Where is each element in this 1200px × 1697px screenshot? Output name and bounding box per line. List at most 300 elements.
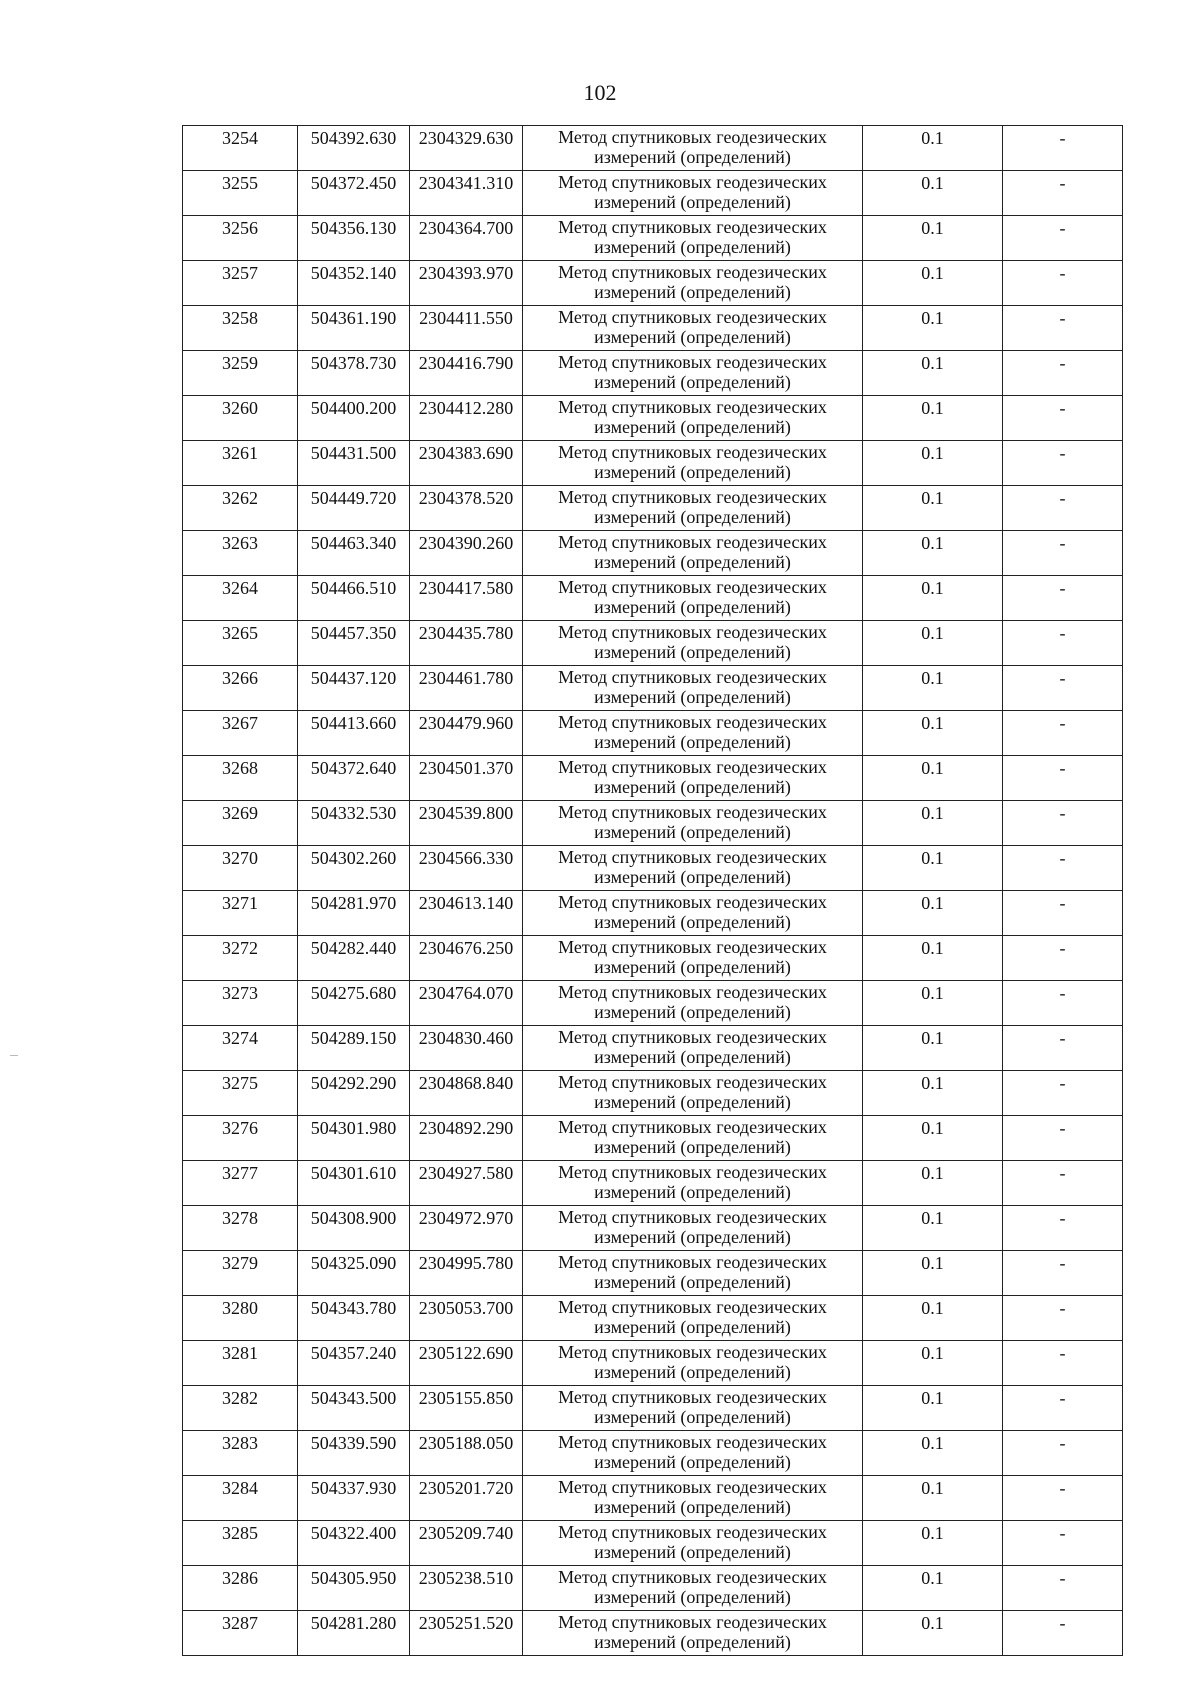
y-coordinate-cell: 2304378.520 bbox=[410, 486, 523, 531]
y-coordinate-cell: 2304501.370 bbox=[410, 756, 523, 801]
table-row bbox=[183, 1566, 1123, 1611]
method-line-1: Метод спутниковых геодезических bbox=[558, 1162, 827, 1182]
table-row bbox=[183, 1611, 1123, 1656]
x-coordinate-cell: 504449.720 bbox=[298, 486, 410, 531]
method-line-2: измерений (определений) bbox=[594, 147, 791, 167]
method-line-1: Метод спутниковых геодезических bbox=[558, 127, 827, 147]
table-row bbox=[183, 756, 1123, 801]
x-coordinate-cell: 504275.680 bbox=[298, 981, 410, 1026]
description-cell: - bbox=[1003, 666, 1123, 711]
y-coordinate-cell: 2304329.630 bbox=[410, 126, 523, 171]
y-coordinate-cell: 2304676.250 bbox=[410, 936, 523, 981]
method-line-2: измерений (определений) bbox=[594, 1092, 791, 1112]
accuracy-cell: 0.1 bbox=[863, 576, 1003, 621]
table-row bbox=[183, 846, 1123, 891]
method-line-1: Метод спутниковых геодезических bbox=[558, 352, 827, 372]
method-cell bbox=[523, 306, 863, 351]
method-cell bbox=[523, 126, 863, 171]
x-coordinate-cell: 504356.130 bbox=[298, 216, 410, 261]
method-line-2: измерений (определений) bbox=[594, 237, 791, 257]
point-number-cell: 3264 bbox=[183, 576, 298, 621]
method-cell bbox=[523, 171, 863, 216]
x-coordinate-cell: 504463.340 bbox=[298, 531, 410, 576]
point-number-cell: 3265 bbox=[183, 621, 298, 666]
point-number-cell: 3274 bbox=[183, 1026, 298, 1071]
x-coordinate-cell: 504305.950 bbox=[298, 1566, 410, 1611]
method-cell bbox=[523, 666, 863, 711]
x-coordinate-cell: 504332.530 bbox=[298, 801, 410, 846]
table-row bbox=[183, 351, 1123, 396]
accuracy-cell: 0.1 bbox=[863, 1521, 1003, 1566]
method-line-1: Метод спутниковых геодезических bbox=[558, 847, 827, 867]
method-cell bbox=[523, 576, 863, 621]
accuracy-cell: 0.1 bbox=[863, 1341, 1003, 1386]
description-cell: - bbox=[1003, 936, 1123, 981]
description-cell: - bbox=[1003, 1521, 1123, 1566]
y-coordinate-cell: 2304461.780 bbox=[410, 666, 523, 711]
method-line-2: измерений (определений) bbox=[594, 1452, 791, 1472]
description-cell: - bbox=[1003, 306, 1123, 351]
y-coordinate-cell: 2304383.690 bbox=[410, 441, 523, 486]
description-cell: - bbox=[1003, 1341, 1123, 1386]
point-number-cell: 3279 bbox=[183, 1251, 298, 1296]
method-line-2: измерений (определений) bbox=[594, 912, 791, 932]
method-line-2: измерений (определений) bbox=[594, 507, 791, 527]
method-line-1: Метод спутниковых геодезических bbox=[558, 982, 827, 1002]
y-coordinate-cell: 2304613.140 bbox=[410, 891, 523, 936]
method-line-1: Метод спутниковых геодезических bbox=[558, 1522, 827, 1542]
x-coordinate-cell: 504289.150 bbox=[298, 1026, 410, 1071]
table-row bbox=[183, 1341, 1123, 1386]
method-cell bbox=[523, 1476, 863, 1521]
y-coordinate-cell: 2305188.050 bbox=[410, 1431, 523, 1476]
x-coordinate-cell: 504308.900 bbox=[298, 1206, 410, 1251]
method-line-1: Метод спутниковых геодезических bbox=[558, 712, 827, 732]
point-number-cell: 3262 bbox=[183, 486, 298, 531]
method-line-2: измерений (определений) bbox=[594, 822, 791, 842]
table-row bbox=[183, 1521, 1123, 1566]
point-number-cell: 3257 bbox=[183, 261, 298, 306]
method-line-2: измерений (определений) bbox=[594, 1182, 791, 1202]
method-line-2: измерений (определений) bbox=[594, 1227, 791, 1247]
accuracy-cell: 0.1 bbox=[863, 711, 1003, 756]
x-coordinate-cell: 504431.500 bbox=[298, 441, 410, 486]
method-cell bbox=[523, 441, 863, 486]
y-coordinate-cell: 2304393.970 bbox=[410, 261, 523, 306]
point-number-cell: 3270 bbox=[183, 846, 298, 891]
description-cell: - bbox=[1003, 1116, 1123, 1161]
method-cell bbox=[523, 621, 863, 666]
method-cell bbox=[523, 891, 863, 936]
point-number-cell: 3283 bbox=[183, 1431, 298, 1476]
accuracy-cell: 0.1 bbox=[863, 216, 1003, 261]
method-line-1: Метод спутниковых геодезических bbox=[558, 577, 827, 597]
y-coordinate-cell: 2304341.310 bbox=[410, 171, 523, 216]
method-line-1: Метод спутниковых геодезических bbox=[558, 892, 827, 912]
y-coordinate-cell: 2305122.690 bbox=[410, 1341, 523, 1386]
description-cell: - bbox=[1003, 1566, 1123, 1611]
x-coordinate-cell: 504343.780 bbox=[298, 1296, 410, 1341]
x-coordinate-cell: 504301.610 bbox=[298, 1161, 410, 1206]
point-number-cell: 3256 bbox=[183, 216, 298, 261]
y-coordinate-cell: 2304972.970 bbox=[410, 1206, 523, 1251]
y-coordinate-cell: 2304417.580 bbox=[410, 576, 523, 621]
point-number-cell: 3266 bbox=[183, 666, 298, 711]
y-coordinate-cell: 2305155.850 bbox=[410, 1386, 523, 1431]
x-coordinate-cell: 504372.450 bbox=[298, 171, 410, 216]
point-number-cell: 3284 bbox=[183, 1476, 298, 1521]
accuracy-cell: 0.1 bbox=[863, 1476, 1003, 1521]
method-line-2: измерений (определений) bbox=[594, 417, 791, 437]
method-cell bbox=[523, 711, 863, 756]
x-coordinate-cell: 504343.500 bbox=[298, 1386, 410, 1431]
method-cell bbox=[523, 486, 863, 531]
accuracy-cell: 0.1 bbox=[863, 1386, 1003, 1431]
description-cell: - bbox=[1003, 441, 1123, 486]
description-cell: - bbox=[1003, 1161, 1123, 1206]
accuracy-cell: 0.1 bbox=[863, 441, 1003, 486]
method-cell bbox=[523, 261, 863, 306]
x-coordinate-cell: 504292.290 bbox=[298, 1071, 410, 1116]
y-coordinate-cell: 2305201.720 bbox=[410, 1476, 523, 1521]
table-row bbox=[183, 1251, 1123, 1296]
method-line-1: Метод спутниковых геодезических bbox=[558, 262, 827, 282]
page-number: 102 bbox=[583, 80, 617, 105]
method-cell bbox=[523, 1386, 863, 1431]
method-cell bbox=[523, 756, 863, 801]
description-cell: - bbox=[1003, 351, 1123, 396]
description-cell: - bbox=[1003, 1206, 1123, 1251]
accuracy-cell: 0.1 bbox=[863, 126, 1003, 171]
method-line-1: Метод спутниковых геодезических bbox=[558, 532, 827, 552]
x-coordinate-cell: 504322.400 bbox=[298, 1521, 410, 1566]
method-line-2: измерений (определений) bbox=[594, 1047, 791, 1067]
x-coordinate-cell: 504372.640 bbox=[298, 756, 410, 801]
accuracy-cell: 0.1 bbox=[863, 666, 1003, 711]
method-line-1: Метод спутниковых геодезических bbox=[558, 172, 827, 192]
point-number-cell: 3286 bbox=[183, 1566, 298, 1611]
method-line-2: измерений (определений) bbox=[594, 597, 791, 617]
description-cell: - bbox=[1003, 1431, 1123, 1476]
method-cell bbox=[523, 396, 863, 441]
point-number-cell: 3278 bbox=[183, 1206, 298, 1251]
description-cell: - bbox=[1003, 891, 1123, 936]
method-line-1: Метод спутниковых геодезических bbox=[558, 1207, 827, 1227]
point-number-cell: 3273 bbox=[183, 981, 298, 1026]
point-number-cell: 3258 bbox=[183, 306, 298, 351]
method-line-2: измерений (определений) bbox=[594, 282, 791, 302]
accuracy-cell: 0.1 bbox=[863, 1251, 1003, 1296]
point-number-cell: 3277 bbox=[183, 1161, 298, 1206]
method-cell bbox=[523, 1206, 863, 1251]
table-row bbox=[183, 396, 1123, 441]
method-line-1: Метод спутниковых геодезических bbox=[558, 802, 827, 822]
table-row bbox=[183, 1206, 1123, 1251]
y-coordinate-cell: 2304566.330 bbox=[410, 846, 523, 891]
table-row bbox=[183, 801, 1123, 846]
y-coordinate-cell: 2304868.840 bbox=[410, 1071, 523, 1116]
point-number-cell: 3287 bbox=[183, 1611, 298, 1656]
table-row bbox=[183, 666, 1123, 711]
y-coordinate-cell: 2304995.780 bbox=[410, 1251, 523, 1296]
point-number-cell: 3276 bbox=[183, 1116, 298, 1161]
y-coordinate-cell: 2305053.700 bbox=[410, 1296, 523, 1341]
y-coordinate-cell: 2304479.960 bbox=[410, 711, 523, 756]
method-cell bbox=[523, 1566, 863, 1611]
method-line-1: Метод спутниковых геодезических bbox=[558, 1432, 827, 1452]
accuracy-cell: 0.1 bbox=[863, 261, 1003, 306]
accuracy-cell: 0.1 bbox=[863, 846, 1003, 891]
method-line-1: Метод спутниковых геодезических bbox=[558, 667, 827, 687]
method-cell bbox=[523, 936, 863, 981]
method-line-1: Метод спутниковых геодезических bbox=[558, 307, 827, 327]
x-coordinate-cell: 504413.660 bbox=[298, 711, 410, 756]
accuracy-cell: 0.1 bbox=[863, 621, 1003, 666]
method-line-2: измерений (определений) bbox=[594, 732, 791, 752]
accuracy-cell: 0.1 bbox=[863, 936, 1003, 981]
point-number-cell: 3281 bbox=[183, 1341, 298, 1386]
method-line-2: измерений (определений) bbox=[594, 1497, 791, 1517]
x-coordinate-cell: 504400.200 bbox=[298, 396, 410, 441]
method-line-2: измерений (определений) bbox=[594, 867, 791, 887]
table-row bbox=[183, 891, 1123, 936]
accuracy-cell: 0.1 bbox=[863, 351, 1003, 396]
method-cell bbox=[523, 1026, 863, 1071]
method-line-1: Метод спутниковых геодезических bbox=[558, 757, 827, 777]
method-cell bbox=[523, 1071, 863, 1116]
description-cell: - bbox=[1003, 1476, 1123, 1521]
method-cell bbox=[523, 1521, 863, 1566]
x-coordinate-cell: 504281.970 bbox=[298, 891, 410, 936]
y-coordinate-cell: 2304412.280 bbox=[410, 396, 523, 441]
table-row bbox=[183, 531, 1123, 576]
y-coordinate-cell: 2305238.510 bbox=[410, 1566, 523, 1611]
x-coordinate-cell: 504378.730 bbox=[298, 351, 410, 396]
method-cell bbox=[523, 1251, 863, 1296]
x-coordinate-cell: 504437.120 bbox=[298, 666, 410, 711]
method-cell bbox=[523, 351, 863, 396]
description-cell: - bbox=[1003, 756, 1123, 801]
point-number-cell: 3255 bbox=[183, 171, 298, 216]
x-coordinate-cell: 504339.590 bbox=[298, 1431, 410, 1476]
method-line-1: Метод спутниковых геодезических bbox=[558, 442, 827, 462]
x-coordinate-cell: 504361.190 bbox=[298, 306, 410, 351]
description-cell: - bbox=[1003, 261, 1123, 306]
table-row bbox=[183, 1296, 1123, 1341]
x-coordinate-cell: 504457.350 bbox=[298, 621, 410, 666]
description-cell: - bbox=[1003, 1251, 1123, 1296]
table-row bbox=[183, 1431, 1123, 1476]
point-number-cell: 3271 bbox=[183, 891, 298, 936]
method-cell bbox=[523, 1341, 863, 1386]
description-cell: - bbox=[1003, 621, 1123, 666]
x-coordinate-cell: 504337.930 bbox=[298, 1476, 410, 1521]
table-row bbox=[183, 576, 1123, 621]
description-cell: - bbox=[1003, 1386, 1123, 1431]
method-line-1: Метод спутниковых геодезических bbox=[558, 1027, 827, 1047]
description-cell: - bbox=[1003, 126, 1123, 171]
table-row bbox=[183, 486, 1123, 531]
y-coordinate-cell: 2304764.070 bbox=[410, 981, 523, 1026]
method-line-2: измерений (определений) bbox=[594, 687, 791, 707]
accuracy-cell: 0.1 bbox=[863, 486, 1003, 531]
description-cell: - bbox=[1003, 396, 1123, 441]
method-line-1: Метод спутниковых геодезических bbox=[558, 622, 827, 642]
method-line-2: измерений (определений) bbox=[594, 372, 791, 392]
point-number-cell: 3260 bbox=[183, 396, 298, 441]
accuracy-cell: 0.1 bbox=[863, 1206, 1003, 1251]
x-coordinate-cell: 504301.980 bbox=[298, 1116, 410, 1161]
x-coordinate-cell: 504352.140 bbox=[298, 261, 410, 306]
method-line-2: измерений (определений) bbox=[594, 1587, 791, 1607]
y-coordinate-cell: 2304390.260 bbox=[410, 531, 523, 576]
table-row bbox=[183, 441, 1123, 486]
point-number-cell: 3263 bbox=[183, 531, 298, 576]
table-row bbox=[183, 261, 1123, 306]
method-line-1: Метод спутниковых геодезических bbox=[558, 1072, 827, 1092]
method-line-2: измерений (определений) bbox=[594, 1407, 791, 1427]
table-row bbox=[183, 711, 1123, 756]
description-cell: - bbox=[1003, 216, 1123, 261]
method-line-2: измерений (определений) bbox=[594, 1542, 791, 1562]
method-line-2: измерений (определений) bbox=[594, 1137, 791, 1157]
y-coordinate-cell: 2304830.460 bbox=[410, 1026, 523, 1071]
method-cell bbox=[523, 1116, 863, 1161]
method-cell bbox=[523, 531, 863, 576]
method-cell bbox=[523, 1611, 863, 1656]
description-cell: - bbox=[1003, 1296, 1123, 1341]
accuracy-cell: 0.1 bbox=[863, 1161, 1003, 1206]
y-coordinate-cell: 2304539.800 bbox=[410, 801, 523, 846]
method-line-2: измерений (определений) bbox=[594, 1272, 791, 1292]
method-cell bbox=[523, 216, 863, 261]
description-cell: - bbox=[1003, 576, 1123, 621]
method-line-1: Метод спутниковых геодезических bbox=[558, 1252, 827, 1272]
accuracy-cell: 0.1 bbox=[863, 1296, 1003, 1341]
point-number-cell: 3285 bbox=[183, 1521, 298, 1566]
point-number-cell: 3280 bbox=[183, 1296, 298, 1341]
method-line-1: Метод спутниковых геодезических bbox=[558, 487, 827, 507]
x-coordinate-cell: 504392.630 bbox=[298, 126, 410, 171]
table-row bbox=[183, 936, 1123, 981]
description-cell: - bbox=[1003, 486, 1123, 531]
x-coordinate-cell: 504325.090 bbox=[298, 1251, 410, 1296]
scan-artifact bbox=[10, 1055, 18, 1056]
method-line-2: измерений (определений) bbox=[594, 552, 791, 572]
method-cell bbox=[523, 981, 863, 1026]
method-line-1: Метод спутниковых геодезических bbox=[558, 1477, 827, 1497]
table-row bbox=[183, 306, 1123, 351]
accuracy-cell: 0.1 bbox=[863, 306, 1003, 351]
point-number-cell: 3259 bbox=[183, 351, 298, 396]
method-line-1: Метод спутниковых геодезических bbox=[558, 1387, 827, 1407]
accuracy-cell: 0.1 bbox=[863, 1071, 1003, 1116]
accuracy-cell: 0.1 bbox=[863, 756, 1003, 801]
description-cell: - bbox=[1003, 1611, 1123, 1656]
method-line-2: измерений (определений) bbox=[594, 192, 791, 212]
point-number-cell: 3254 bbox=[183, 126, 298, 171]
accuracy-cell: 0.1 bbox=[863, 1566, 1003, 1611]
coordinates-table bbox=[182, 125, 1123, 1656]
accuracy-cell: 0.1 bbox=[863, 531, 1003, 576]
y-coordinate-cell: 2305251.520 bbox=[410, 1611, 523, 1656]
method-line-1: Метод спутниковых геодезических bbox=[558, 937, 827, 957]
table-row bbox=[183, 1026, 1123, 1071]
y-coordinate-cell: 2304411.550 bbox=[410, 306, 523, 351]
method-cell bbox=[523, 1296, 863, 1341]
point-number-cell: 3269 bbox=[183, 801, 298, 846]
table-row bbox=[183, 621, 1123, 666]
method-line-2: измерений (определений) bbox=[594, 1317, 791, 1337]
accuracy-cell: 0.1 bbox=[863, 981, 1003, 1026]
table-row bbox=[183, 1116, 1123, 1161]
method-line-2: измерений (определений) bbox=[594, 957, 791, 977]
y-coordinate-cell: 2304927.580 bbox=[410, 1161, 523, 1206]
description-cell: - bbox=[1003, 1026, 1123, 1071]
table-row bbox=[183, 216, 1123, 261]
method-cell bbox=[523, 1431, 863, 1476]
y-coordinate-cell: 2304892.290 bbox=[410, 1116, 523, 1161]
point-number-cell: 3268 bbox=[183, 756, 298, 801]
method-cell bbox=[523, 1161, 863, 1206]
method-line-2: измерений (определений) bbox=[594, 1002, 791, 1022]
method-line-1: Метод спутниковых геодезических bbox=[558, 1612, 827, 1632]
method-line-1: Метод спутниковых геодезических bbox=[558, 1342, 827, 1362]
accuracy-cell: 0.1 bbox=[863, 1611, 1003, 1656]
accuracy-cell: 0.1 bbox=[863, 1116, 1003, 1161]
method-line-1: Метод спутниковых геодезических bbox=[558, 1117, 827, 1137]
method-line-1: Метод спутниковых геодезических bbox=[558, 397, 827, 417]
table-row bbox=[183, 1386, 1123, 1431]
description-cell: - bbox=[1003, 1071, 1123, 1116]
method-line-2: измерений (определений) bbox=[594, 462, 791, 482]
description-cell: - bbox=[1003, 711, 1123, 756]
y-coordinate-cell: 2305209.740 bbox=[410, 1521, 523, 1566]
y-coordinate-cell: 2304435.780 bbox=[410, 621, 523, 666]
method-line-2: измерений (определений) bbox=[594, 327, 791, 347]
y-coordinate-cell: 2304416.790 bbox=[410, 351, 523, 396]
coordinates-table-body bbox=[183, 126, 1123, 1656]
point-number-cell: 3261 bbox=[183, 441, 298, 486]
method-line-2: измерений (определений) bbox=[594, 1632, 791, 1652]
x-coordinate-cell: 504357.240 bbox=[298, 1341, 410, 1386]
description-cell: - bbox=[1003, 801, 1123, 846]
description-cell: - bbox=[1003, 981, 1123, 1026]
point-number-cell: 3272 bbox=[183, 936, 298, 981]
table-row bbox=[183, 981, 1123, 1026]
description-cell: - bbox=[1003, 171, 1123, 216]
table-row bbox=[183, 126, 1123, 171]
y-coordinate-cell: 2304364.700 bbox=[410, 216, 523, 261]
accuracy-cell: 0.1 bbox=[863, 396, 1003, 441]
point-number-cell: 3267 bbox=[183, 711, 298, 756]
table-row bbox=[183, 171, 1123, 216]
method-line-2: измерений (определений) bbox=[594, 642, 791, 662]
method-line-1: Метод спутниковых геодезических bbox=[558, 1567, 827, 1587]
method-line-1: Метод спутниковых геодезических bbox=[558, 1297, 827, 1317]
method-cell bbox=[523, 801, 863, 846]
table-row bbox=[183, 1071, 1123, 1116]
point-number-cell: 3282 bbox=[183, 1386, 298, 1431]
x-coordinate-cell: 504466.510 bbox=[298, 576, 410, 621]
x-coordinate-cell: 504281.280 bbox=[298, 1611, 410, 1656]
accuracy-cell: 0.1 bbox=[863, 801, 1003, 846]
method-cell bbox=[523, 846, 863, 891]
description-cell: - bbox=[1003, 846, 1123, 891]
accuracy-cell: 0.1 bbox=[863, 1026, 1003, 1071]
description-cell: - bbox=[1003, 531, 1123, 576]
x-coordinate-cell: 504282.440 bbox=[298, 936, 410, 981]
